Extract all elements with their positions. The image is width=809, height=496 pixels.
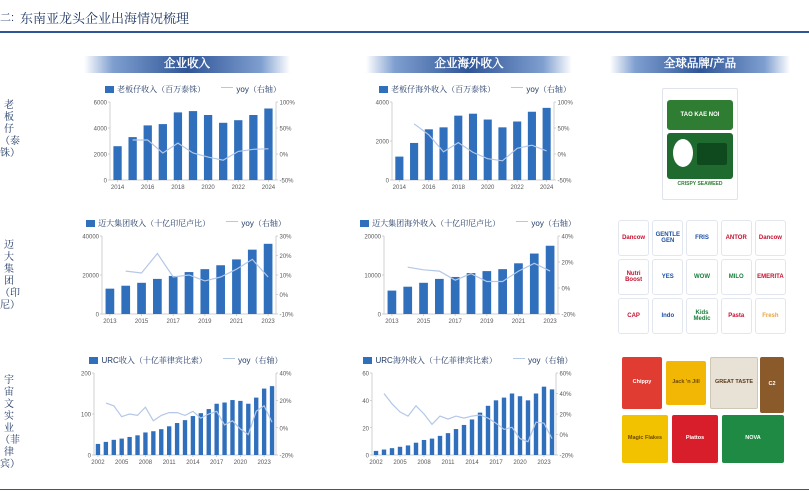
- chart-urc-revenue: [70, 355, 302, 470]
- svg-text:0%: 0%: [279, 426, 289, 433]
- chart-urc-overseas-revenue: [352, 355, 584, 470]
- svg-text:100%: 100%: [279, 100, 295, 107]
- legend-swatch-line: [516, 221, 528, 222]
- legend-label-line: yoy（右轴）: [528, 356, 573, 365]
- header-left-label: 二:: [0, 12, 15, 24]
- svg-text:2011: 2011: [441, 460, 455, 466]
- svg-text:2014: 2014: [392, 185, 407, 191]
- svg-text:20000: 20000: [82, 273, 99, 280]
- legend-label-bar: 老板仔收入（百万泰铢）: [117, 85, 206, 94]
- svg-text:20%: 20%: [559, 412, 572, 419]
- svg-text:-10%: -10%: [279, 312, 294, 319]
- legend-swatch-line: [223, 358, 235, 359]
- column-header-revenue: 企业收入: [84, 56, 290, 73]
- brand-logo: MILO: [721, 259, 752, 295]
- svg-text:2019: 2019: [198, 319, 212, 325]
- brand-logo: Indo: [652, 298, 683, 334]
- svg-text:2008: 2008: [417, 460, 431, 466]
- rail-label-taokaenoi: 老板仔（泰铢）: [0, 100, 20, 159]
- svg-text:-20%: -20%: [279, 453, 294, 460]
- brand-logo: ANTOR: [721, 220, 752, 256]
- svg-text:2022: 2022: [510, 185, 524, 191]
- svg-text:2018: 2018: [451, 185, 465, 191]
- chart-plot-area: [70, 232, 302, 328]
- svg-text:2000: 2000: [93, 152, 107, 159]
- svg-text:2017: 2017: [166, 319, 180, 325]
- svg-text:-50%: -50%: [557, 178, 572, 185]
- svg-text:0%: 0%: [559, 433, 569, 440]
- chart-legend: [70, 218, 302, 229]
- page-header: [0, 0, 809, 32]
- legend-label-line: yoy（右轴）: [238, 356, 283, 365]
- svg-text:2005: 2005: [115, 460, 129, 466]
- brand-logo: GENTLE GEN: [652, 220, 683, 256]
- svg-text:2021: 2021: [229, 319, 244, 325]
- svg-text:2021: 2021: [511, 319, 526, 325]
- svg-text:2011: 2011: [162, 460, 176, 466]
- product-pack-greattaste: GREAT TASTE: [710, 357, 758, 409]
- legend-swatch-line: [221, 87, 233, 88]
- brand-logo: Fresh: [755, 298, 786, 334]
- seaweed-icon: [697, 143, 727, 165]
- svg-text:2023: 2023: [543, 319, 557, 325]
- svg-text:100: 100: [80, 412, 91, 419]
- svg-text:2020: 2020: [201, 185, 215, 191]
- svg-text:0%: 0%: [561, 286, 571, 293]
- brand-logo: Pasta: [721, 298, 752, 334]
- svg-text:0%: 0%: [557, 152, 567, 159]
- svg-text:60%: 60%: [559, 371, 572, 378]
- chart-mayora-overseas-revenue: [352, 218, 584, 328]
- svg-text:2020: 2020: [481, 185, 495, 191]
- svg-text:10000: 10000: [364, 273, 381, 280]
- product-pack-chippy: Chippy: [622, 357, 662, 409]
- svg-text:6000: 6000: [93, 100, 107, 107]
- legend-swatch-line: [513, 358, 525, 359]
- svg-text:20000: 20000: [364, 234, 381, 241]
- legend-label-bar: 老板仔海外收入（百万泰铢）: [391, 85, 496, 94]
- svg-text:50%: 50%: [557, 126, 570, 133]
- svg-text:2022: 2022: [231, 185, 245, 191]
- svg-text:-20%: -20%: [561, 312, 576, 319]
- chart-legend: [352, 218, 584, 229]
- svg-text:200: 200: [80, 371, 91, 378]
- brand-logo: Kids Medic: [686, 298, 717, 334]
- svg-text:20: 20: [362, 426, 369, 433]
- legend-swatch-bar: [86, 220, 95, 227]
- svg-text:60: 60: [362, 371, 369, 378]
- legend-label-bar: 迈大集团收入（十亿印尼卢比）: [98, 219, 211, 228]
- svg-text:0%: 0%: [279, 152, 289, 159]
- footer-divider: [0, 489, 809, 491]
- svg-text:0: 0: [87, 453, 91, 460]
- svg-text:0: 0: [365, 453, 369, 460]
- legend-label-line: yoy（右轴）: [241, 219, 286, 228]
- chart-taokaenoi-revenue: [84, 84, 302, 194]
- legend-swatch-bar: [360, 220, 369, 227]
- svg-text:2023: 2023: [537, 460, 551, 466]
- legend-swatch-line: [511, 87, 523, 88]
- product-pack-band: TAO KAE NOI: [667, 100, 733, 130]
- svg-text:2013: 2013: [103, 319, 117, 325]
- svg-text:2023: 2023: [257, 460, 271, 466]
- svg-text:0: 0: [95, 312, 99, 319]
- svg-text:2013: 2013: [385, 319, 399, 325]
- svg-text:40%: 40%: [279, 371, 292, 378]
- svg-text:2002: 2002: [369, 460, 383, 466]
- product-pack-jacknjill: Jack 'n Jill: [666, 361, 706, 405]
- legend-label-line: yoy（右轴）: [526, 85, 571, 94]
- rail-label-mayora: 迈大集团（印尼）: [0, 240, 20, 311]
- svg-text:20%: 20%: [561, 260, 574, 267]
- legend-label-bar: URC海外收入（十亿菲律宾比索）: [375, 356, 497, 365]
- svg-text:2017: 2017: [448, 319, 462, 325]
- chart-taokaenoi-overseas-revenue: [366, 84, 584, 194]
- brand-logo: Dancow: [755, 220, 786, 256]
- legend-swatch-bar: [363, 357, 372, 364]
- svg-text:2014: 2014: [186, 460, 200, 466]
- mascot-icon: [673, 139, 693, 167]
- svg-text:0: 0: [385, 178, 389, 185]
- product-pack-c2: C2: [760, 357, 784, 413]
- svg-text:2020: 2020: [513, 460, 527, 466]
- svg-text:2018: 2018: [171, 185, 185, 191]
- chart-plot-area: [352, 369, 584, 470]
- svg-text:20%: 20%: [279, 254, 292, 261]
- svg-text:4000: 4000: [93, 126, 107, 133]
- chart-legend: [70, 355, 302, 366]
- svg-text:2024: 2024: [539, 185, 554, 191]
- svg-text:2008: 2008: [138, 460, 153, 466]
- legend-swatch-bar: [379, 86, 388, 93]
- chart-legend: [352, 355, 584, 366]
- svg-text:2016: 2016: [141, 185, 155, 191]
- svg-text:-50%: -50%: [279, 178, 294, 185]
- page-title: 东南亚龙头企业出海情况梳理: [20, 11, 190, 26]
- brand-logo: WOW: [686, 259, 717, 295]
- svg-text:2005: 2005: [393, 460, 407, 466]
- svg-text:2020: 2020: [233, 460, 248, 466]
- svg-text:2015: 2015: [416, 319, 431, 325]
- legend-swatch-bar: [89, 357, 98, 364]
- product-panel-taokaenoi: [610, 84, 790, 202]
- svg-text:2017: 2017: [209, 460, 224, 466]
- svg-text:50%: 50%: [279, 126, 292, 133]
- brand-logo: CAP: [618, 298, 649, 334]
- svg-text:2002: 2002: [91, 460, 105, 466]
- product-pack-taokaenoi: [662, 88, 738, 200]
- legend-label-line: yoy（右轴）: [236, 85, 281, 94]
- brand-logo-grid: [618, 220, 786, 334]
- brand-logo: EMERITA: [755, 259, 786, 295]
- svg-text:-20%: -20%: [559, 453, 574, 460]
- header-divider: [0, 31, 809, 33]
- product-panel-urc: [610, 355, 790, 473]
- svg-text:40: 40: [362, 398, 369, 405]
- svg-text:2024: 2024: [261, 185, 276, 191]
- legend-label-bar: URC收入（十亿菲律宾比索）: [101, 356, 207, 365]
- chart-plot-area: [366, 98, 584, 194]
- brand-logo: YES: [652, 259, 683, 295]
- svg-text:40%: 40%: [561, 234, 574, 241]
- svg-text:0%: 0%: [279, 293, 289, 300]
- svg-text:2014: 2014: [465, 460, 479, 466]
- brand-logo: Dancow: [618, 220, 649, 256]
- chart-plot-area: [352, 232, 584, 328]
- legend-label-bar: 迈大集团海外收入（十亿印尼卢比）: [372, 219, 501, 228]
- product-panel-mayora: [610, 218, 790, 334]
- svg-text:0: 0: [103, 178, 107, 185]
- product-pack-piattos: Piattos: [672, 415, 718, 463]
- rail-label-urc: 宇宙文实业（菲律宾）: [0, 375, 20, 470]
- svg-text:100%: 100%: [557, 100, 573, 107]
- product-pack-subtitle: CRISPY SEAWEED: [677, 181, 723, 188]
- legend-swatch-line: [226, 221, 238, 222]
- legend-label-line: yoy（右轴）: [531, 219, 576, 228]
- svg-text:40%: 40%: [559, 392, 572, 399]
- product-pack-nova: NOVA: [722, 415, 784, 463]
- chart-mayora-revenue: [70, 218, 302, 328]
- svg-text:40000: 40000: [82, 234, 99, 241]
- chart-legend: [366, 84, 584, 95]
- svg-text:2014: 2014: [110, 185, 125, 191]
- column-header-overseas-revenue: 企业海外收入: [366, 56, 572, 73]
- svg-text:2015: 2015: [134, 319, 149, 325]
- svg-text:2016: 2016: [422, 185, 436, 191]
- svg-text:20%: 20%: [279, 398, 292, 405]
- svg-text:2017: 2017: [489, 460, 503, 466]
- chart-legend: [84, 84, 302, 95]
- svg-text:4000: 4000: [375, 100, 389, 107]
- column-header-global-brands: 全球品牌/产品: [610, 56, 790, 73]
- svg-text:0: 0: [377, 312, 381, 319]
- legend-swatch-bar: [105, 86, 114, 93]
- chart-plot-area: [84, 98, 302, 194]
- product-pack-magicflakes: Magic Flakes: [622, 415, 668, 463]
- svg-text:10%: 10%: [279, 273, 292, 280]
- svg-text:30%: 30%: [279, 234, 292, 241]
- svg-text:2000: 2000: [375, 139, 389, 146]
- brand-logo: Nutri Boost: [618, 259, 649, 295]
- chart-plot-area: [70, 369, 302, 470]
- brand-logo: FRIS: [686, 220, 717, 256]
- svg-text:2019: 2019: [480, 319, 494, 325]
- svg-text:2023: 2023: [261, 319, 275, 325]
- product-pack-window: [667, 133, 733, 179]
